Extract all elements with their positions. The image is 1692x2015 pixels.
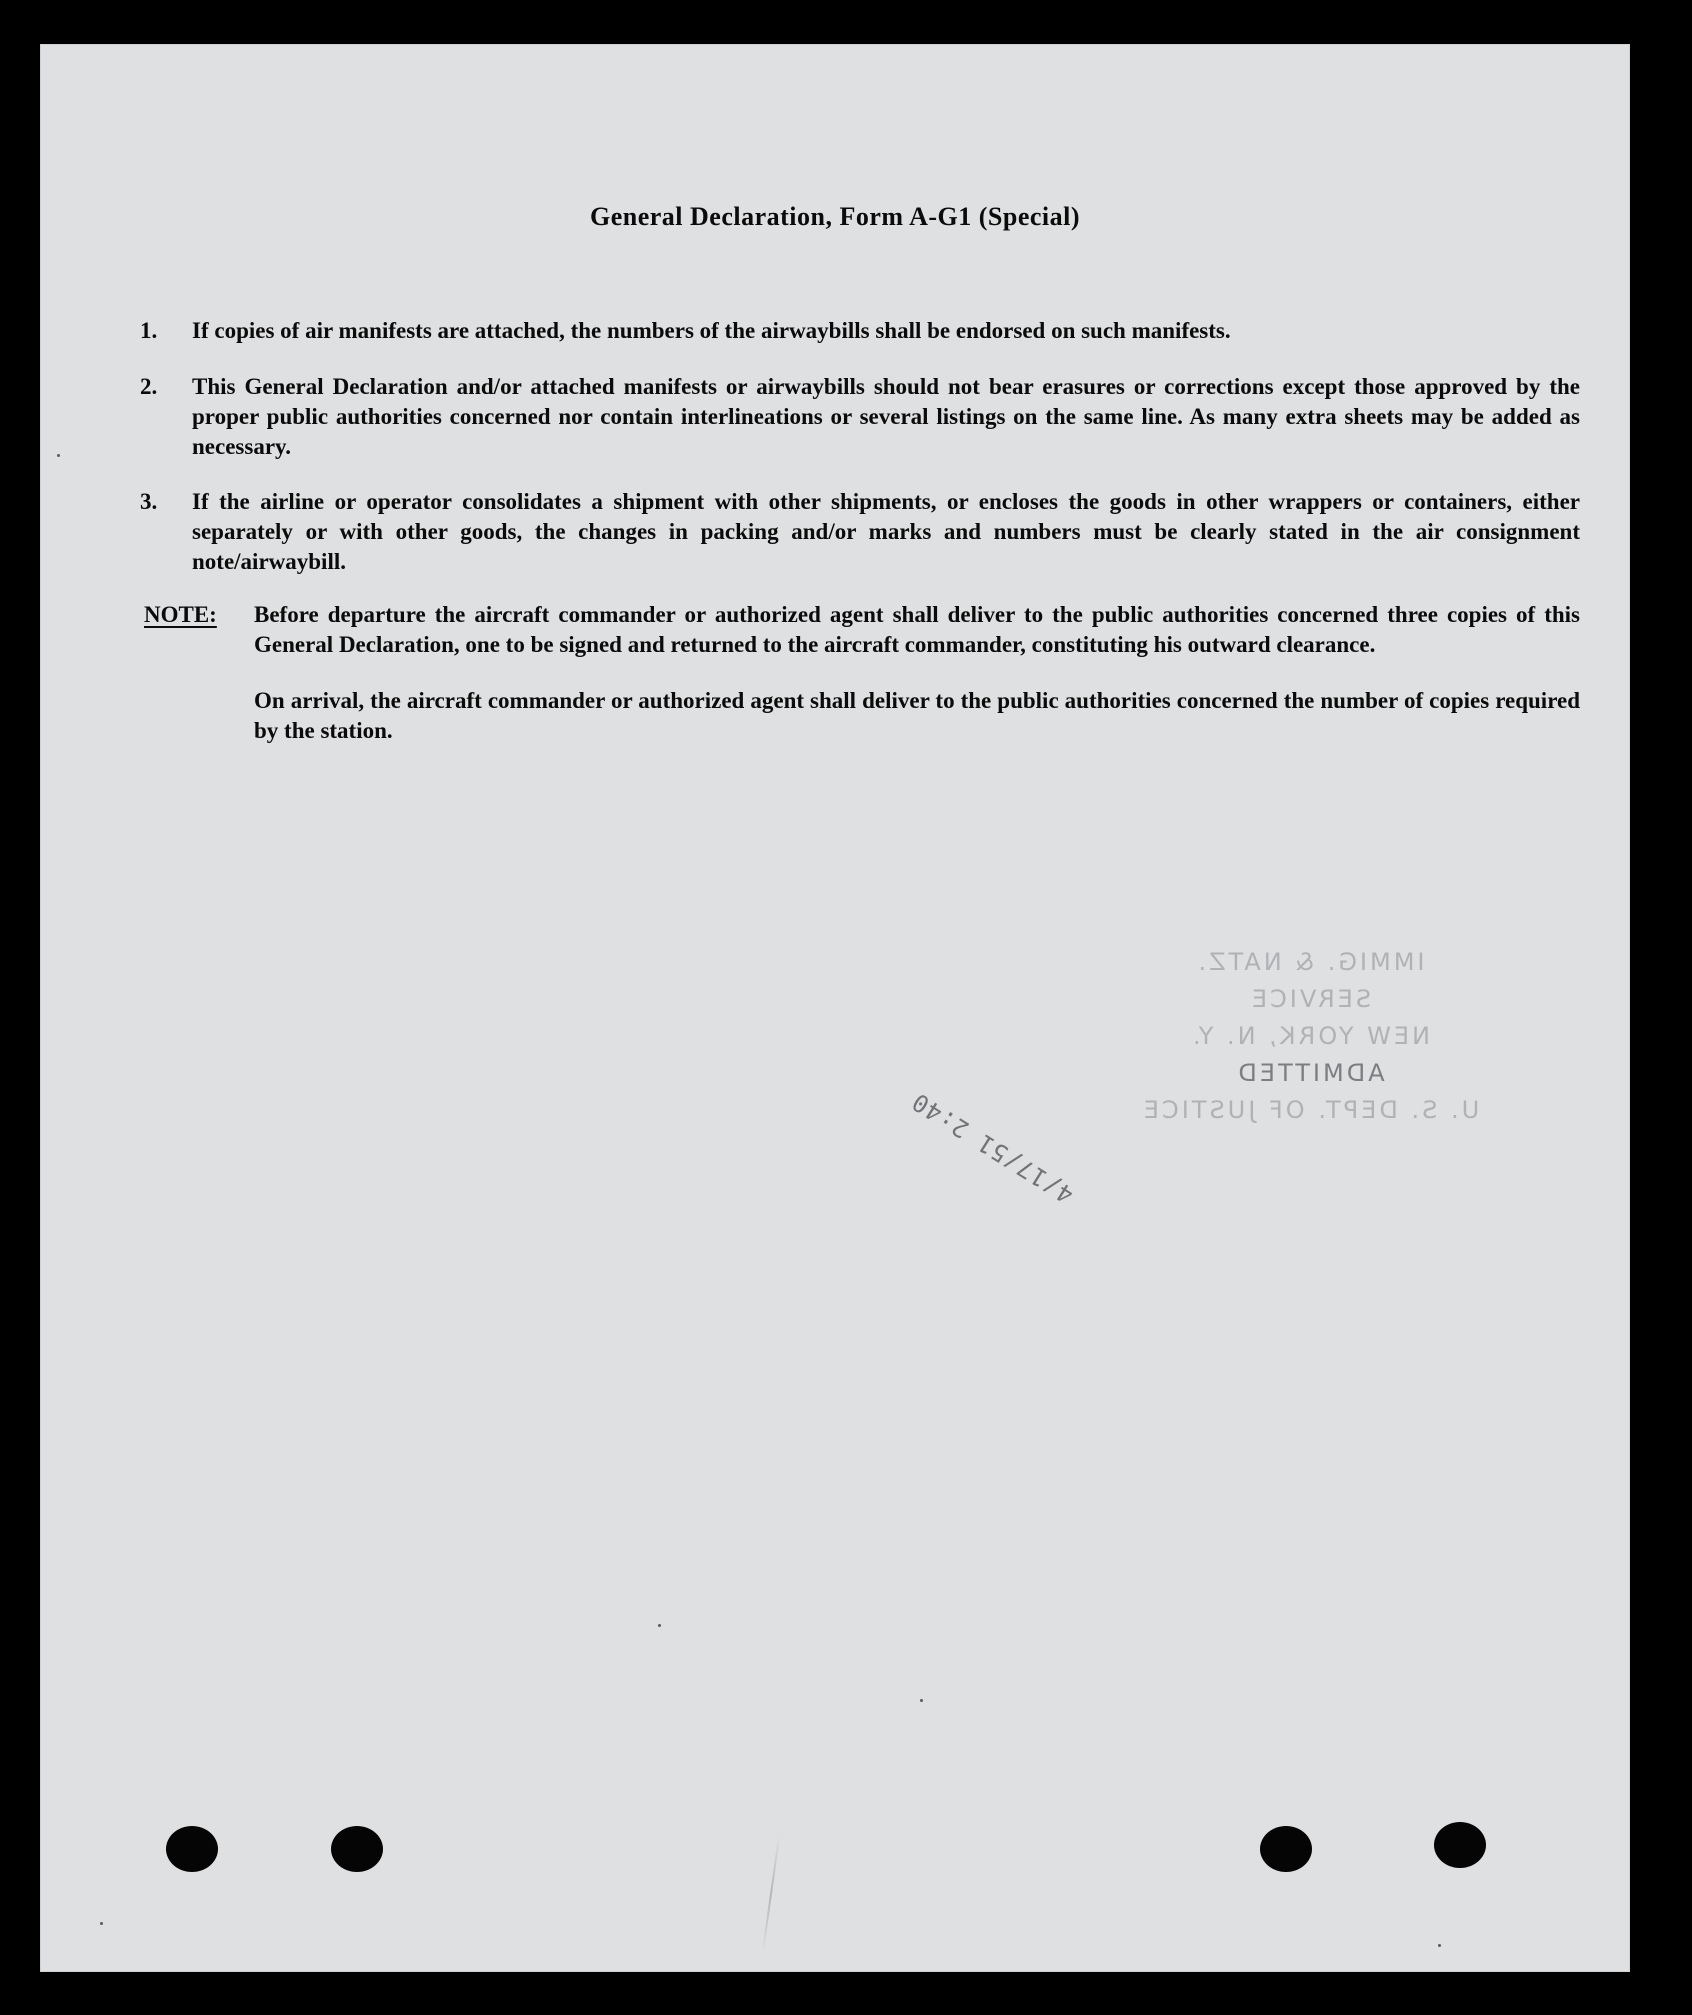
instruction-item-2 <box>140 372 1580 462</box>
admitted-stamp <box>1140 944 1480 1129</box>
form-title: General Declaration, Form A-G1 (Special) <box>589 202 1081 231</box>
stamp-line: U. S. DEPT. OF JUSTICE <box>1140 1096 1480 1124</box>
item-text: If copies of air manifests are attached, the numbers of the airwaybills shall be endorsed on such manifests. <box>192 318 1231 343</box>
punch-hole <box>331 1826 383 1872</box>
dust-speck <box>57 454 60 457</box>
item-number: 2. <box>140 374 158 399</box>
item-number: 1. <box>140 318 158 343</box>
item-text: This General Declaration and/or attached manifests or airwaybills should not bear erasures or corrections except those approved by the proper public authorities concerned nor contain interlineations or several listings on the same line. As many extra sheets may be added as necessary. <box>192 374 1580 459</box>
item-number: 3. <box>140 489 158 514</box>
dust-speck <box>920 1699 923 1702</box>
stamp-line: NEW YORK, N. Y. <box>1189 1022 1431 1050</box>
item-text: If the airline or operator consolidates a shipment with other shipments, or encloses the goods in other wrappers or containers, either separately or with other goods, the changes in packing and/or marks and numbers must be clearly stated in the air consignment note/airwaybill. <box>192 489 1580 574</box>
punch-hole <box>1434 1822 1486 1868</box>
dust-speck <box>1438 1944 1441 1947</box>
punch-hole <box>1260 1826 1312 1872</box>
dust-speck <box>658 1624 661 1627</box>
dust-speck <box>100 1922 103 1925</box>
punch-hole <box>166 1826 218 1872</box>
stamp-line: IMMIG. & NATZ. SERVICE <box>1195 948 1425 1013</box>
date-stamp: 4/17/51 2:40 <box>906 1087 1079 1209</box>
note-paragraph-2: On arrival, the aircraft commander or authorized agent shall deliver to the public authorities concerned the number of copies required by the station. <box>254 688 1580 743</box>
note-paragraph-1: Before departure the aircraft commander or authorized agent shall deliver to the public authorities concerned three copies of this General Declaration, one to be signed and returned to the aircraft commander, constituting his outward clearance. <box>254 602 1580 657</box>
instruction-item-1 <box>140 316 1580 346</box>
note-label: NOTE: <box>144 602 217 627</box>
stamp-line: ADMITTED <box>1235 1059 1385 1087</box>
note-section <box>144 600 1580 746</box>
document-page <box>40 44 1630 1972</box>
paper-crease <box>762 1834 781 1953</box>
instruction-item-3 <box>140 487 1580 577</box>
